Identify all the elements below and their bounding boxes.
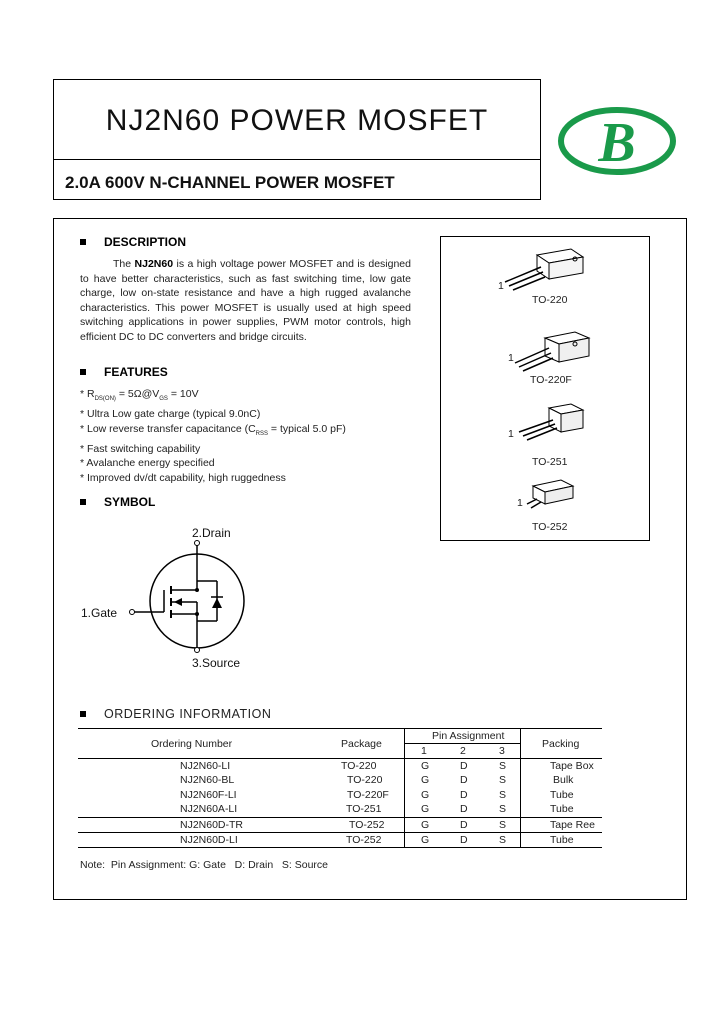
description-text: The NJ2N60 is a high voltage power MOSFET and is designed to have better characteristics, such as fast switching time, low gate charge, low on-state resistance and have a high rugged avalanche characteristics. This power MOSFET is usually used at high speed switching applications in power supplies, PWM motor controls, high efficient DC to DC converters and bridge circuits.: [80, 258, 411, 343]
row-packing: Tape Ree: [550, 819, 595, 831]
row-packing: Tape Box: [550, 760, 594, 772]
ordering-note: Note: Pin Assignment: G: Gate D: Drain S: Source: [80, 859, 329, 871]
row-package: TO-251: [346, 803, 382, 815]
row-pin3: S: [499, 803, 507, 815]
to220-drawing: [495, 243, 595, 293]
gate-label: 1.Gate: [81, 606, 118, 620]
col-pin-assignment: Pin Assignment: [432, 730, 505, 742]
feature-dvdt: * Improved dv/dt capability, high ruggedness: [80, 472, 286, 485]
row-package: TO-220: [347, 774, 383, 786]
row-pin2: D: [460, 819, 468, 831]
row-rule: [78, 832, 602, 833]
column-rule: [404, 728, 405, 848]
row-package: TO-252: [346, 834, 382, 846]
bullet-square: [80, 369, 86, 375]
to220f-pin1: 1: [508, 352, 514, 364]
row-pin2: D: [460, 789, 468, 801]
row-pin3: S: [499, 774, 507, 786]
row-pin3: S: [499, 760, 507, 772]
row-packing: Tube: [550, 834, 574, 846]
page-subtitle: 2.0A 600V N-CHANNEL POWER MOSFET: [65, 173, 395, 192]
to220-label: TO-220: [532, 294, 568, 306]
features-list: [80, 387, 420, 486]
row-package: TO-252: [349, 819, 385, 831]
row-pin1: G: [421, 789, 430, 801]
row-package: TO-220: [341, 760, 377, 772]
row-pin2: D: [460, 774, 468, 786]
to252-label: TO-252: [532, 521, 568, 533]
row-pin1: G: [421, 803, 430, 815]
table-top-rule: [78, 728, 602, 729]
row-number: NJ2N60-BL: [180, 774, 235, 786]
to251-pin1: 1: [508, 428, 514, 440]
row-number: NJ2N60F-LI: [180, 789, 237, 801]
row-number: NJ2N60-LI: [180, 760, 231, 772]
row-packing: Tube: [550, 789, 574, 801]
row-pin2: D: [460, 834, 468, 846]
feature-capacitance: * Low reverse transfer capacitance ($C_{RSS}$ = typical 5.0 pF): [80, 422, 346, 437]
row-pin3: S: [499, 834, 507, 846]
header-bottom-rule: [78, 758, 602, 759]
to252-pin1: 1: [517, 497, 523, 509]
description-part: NJ2N60: [134, 258, 174, 270]
row-rule: [78, 817, 602, 818]
features-heading: FEATURES: [80, 365, 168, 379]
logo-letter: B: [598, 112, 636, 174]
row-pin3: S: [499, 819, 507, 831]
to251-drawing: [505, 400, 605, 445]
table-bottom-rule: [78, 847, 602, 848]
row-number: NJ2N60D-TR: [180, 819, 244, 831]
symbol-heading: SYMBOL: [80, 495, 155, 509]
page-title: NJ2N60 POWER MOSFET: [105, 104, 489, 137]
ordering-table: [78, 728, 602, 848]
column-rule: [520, 728, 521, 848]
bullet-square: [80, 239, 86, 245]
ordering-heading: ORDERING INFORMATION: [80, 707, 271, 721]
feature-switching: * Fast switching capability: [80, 442, 201, 455]
row-pin2: D: [460, 760, 468, 772]
to220f-label: TO-220F: [530, 374, 572, 386]
feature-rdson: * $R_{DS(ON)}$ = $5\Omega@V_{GS} = 10V$: [80, 388, 199, 403]
header-divider: [53, 159, 541, 160]
row-package: TO-220F: [347, 789, 389, 801]
row-pin3: S: [499, 789, 507, 801]
to251-label: TO-251: [532, 456, 568, 468]
to220f-drawing: [505, 324, 605, 374]
col-ordering-number: Ordering Number: [151, 738, 233, 750]
row-pin1: G: [421, 774, 430, 786]
row-pin1: G: [421, 834, 430, 846]
description-heading: DESCRIPTION: [80, 235, 186, 249]
pin-header-rule: [404, 743, 520, 744]
col-pin-1: 1: [421, 745, 427, 757]
row-pin2: D: [460, 803, 468, 815]
feature-gate-charge: * Ultra Low gate charge (typical 9.0nC): [80, 407, 261, 420]
col-packing: Packing: [542, 738, 580, 750]
col-pin-2: 2: [460, 745, 466, 757]
row-number: NJ2N60D-LI: [180, 834, 238, 846]
row-number: NJ2N60A-LI: [180, 803, 238, 815]
col-package: Package: [341, 738, 382, 750]
row-pin1: G: [421, 819, 430, 831]
col-pin-3: 3: [499, 745, 505, 757]
row-packing: Bulk: [553, 774, 574, 786]
to252-drawing: [515, 474, 595, 514]
feature-avalanche: * Avalanche energy specified: [80, 457, 215, 470]
bullet-square: [80, 711, 86, 717]
drain-label: 2.Drain: [192, 526, 231, 540]
brand-logo: [557, 106, 677, 176]
row-pin1: G: [421, 760, 430, 772]
mosfet-symbol: [70, 520, 300, 680]
source-label: 3.Source: [192, 656, 241, 670]
to220-pin1: 1: [498, 280, 504, 292]
row-packing: Tube: [550, 803, 574, 815]
bullet-square: [80, 499, 86, 505]
